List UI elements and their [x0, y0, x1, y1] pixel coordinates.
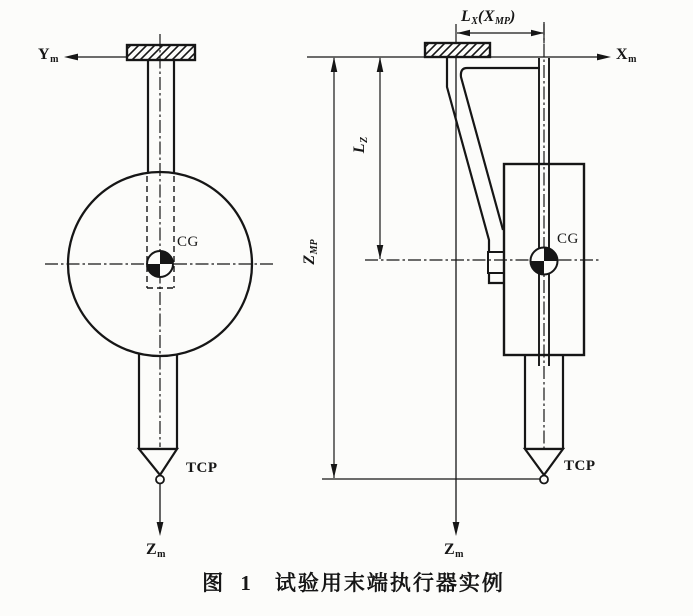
tcp-label-front: TCP — [186, 460, 218, 476]
cg-label-side: CG — [557, 231, 579, 247]
zmp-dimension — [331, 57, 338, 478]
figure-number: 图 1 — [202, 571, 257, 595]
front-shaft-upper — [148, 59, 174, 173]
side-clamp-tab — [488, 252, 504, 273]
zm-axis-label-front: $Z_m$ — [146, 541, 166, 560]
lz-dimension-label: $L_Z$ — [351, 136, 370, 154]
front-view — [45, 34, 274, 536]
side-tcp-marker — [540, 476, 548, 484]
side-tool-cone — [525, 449, 563, 475]
lz-dimension — [377, 57, 384, 259]
xm-axis-label: $X_m$ — [616, 46, 637, 65]
side-cg-symbol — [531, 248, 558, 275]
side-mounting-flange-hatch — [425, 43, 490, 57]
front-mounting-flange-hatch — [127, 45, 195, 60]
zm-axis-label-side: $Z_m$ — [444, 541, 464, 560]
front-cg-symbol — [147, 251, 173, 277]
figure-caption — [0, 567, 693, 597]
ym-axis-label: $Y_m$ — [38, 46, 59, 65]
cg-label-front: CG — [177, 234, 199, 250]
tcp-label-side: TCP — [564, 458, 596, 474]
zm-axis-arrow-front — [157, 484, 164, 536]
zmp-dimension-label: $Z_{MP}$ — [301, 239, 320, 265]
figure-title: 试验用末端执行器实例 — [274, 571, 505, 595]
front-tool-cone — [139, 449, 177, 475]
front-tcp-marker — [156, 476, 164, 484]
lx-dimension-label: $L_X(X_{MP})$ — [461, 8, 516, 27]
ym-axis-arrow — [64, 54, 128, 61]
front-shaft-lower — [139, 354, 177, 449]
